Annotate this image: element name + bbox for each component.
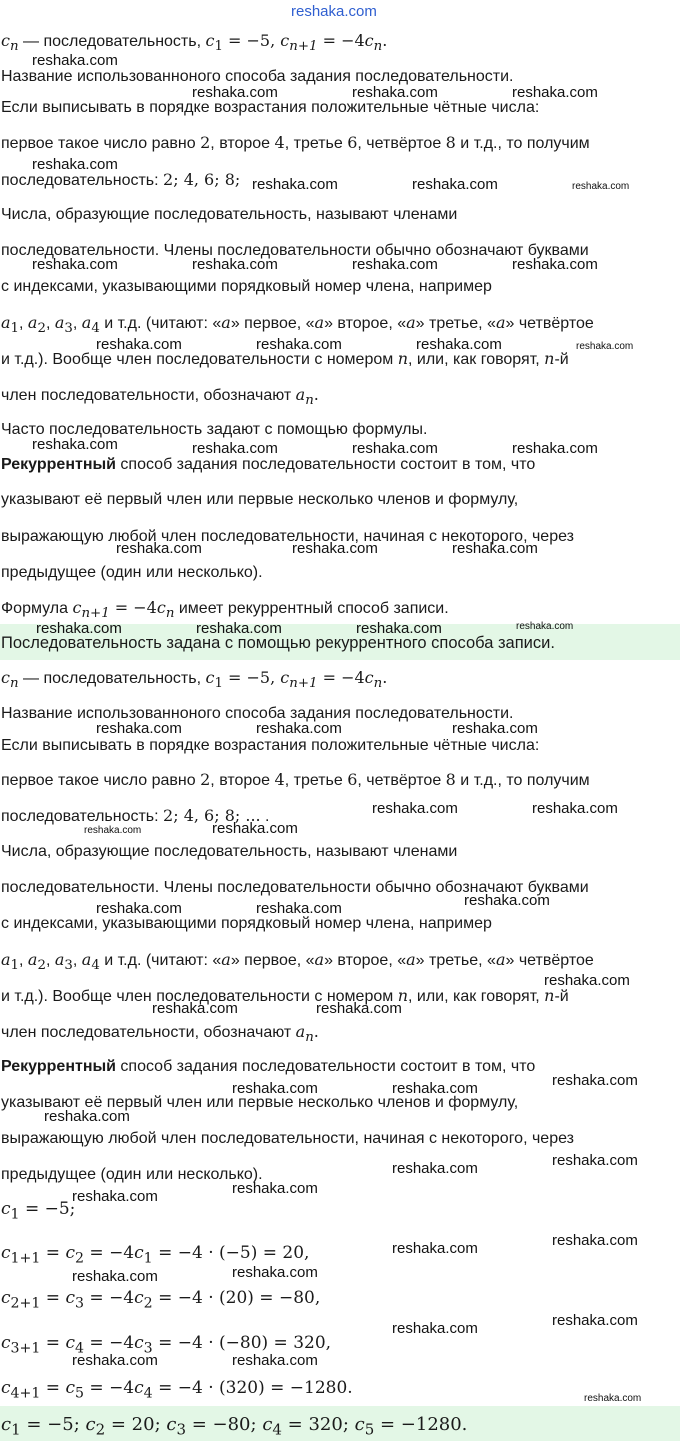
- watermark: reshaka.com: [412, 176, 498, 193]
- watermark: reshaka.com: [252, 176, 338, 193]
- watermark: reshaka.com: [352, 84, 438, 101]
- text-line: член последовательности, обозначают $a_n$.: [1, 385, 319, 409]
- text-line: предыдущее (один или несколько).: [1, 564, 263, 581]
- watermark: reshaka.com: [152, 1000, 238, 1017]
- text-line: Если выписывать в порядке возрастания положительные чётные числа:: [1, 99, 540, 116]
- text-line: указывают её первый член или первые несколько членов и формулу,: [1, 1094, 519, 1111]
- watermark: reshaka.com: [32, 52, 118, 69]
- text-line: последовательности. Члены последовательности обычно обозначают буквами: [1, 879, 589, 896]
- watermark: reshaka.com: [32, 256, 118, 273]
- watermark: reshaka.com: [196, 620, 282, 637]
- watermark: reshaka.com: [576, 341, 634, 352]
- watermark: reshaka.com: [256, 336, 342, 353]
- watermark: reshaka.com: [316, 1000, 402, 1017]
- watermark: reshaka.com: [464, 892, 550, 909]
- watermark: reshaka.com: [552, 1072, 638, 1089]
- watermark: reshaka.com: [96, 720, 182, 737]
- watermark: reshaka.com: [552, 1312, 638, 1329]
- watermark: reshaka.com: [532, 800, 618, 817]
- text-line: первое такое число равно 2, второе 4, третье 6, четвёртое 8 и т.д., то получим: [1, 133, 590, 152]
- watermark: reshaka.com: [512, 440, 598, 457]
- text-line: Часто последовательность задают с помощью формулы.: [1, 421, 428, 438]
- watermark: reshaka.com: [72, 1352, 158, 1369]
- watermark: reshaka.com: [584, 1393, 642, 1404]
- watermark: reshaka.com: [552, 1152, 638, 1169]
- text-line: выражающую любой член последовательности, начиная с некоторого, через: [1, 528, 574, 545]
- condition-line: $c_n$ — последовательность, $c_1 = -5$, $c_{n+1} = -4c_n$.: [1, 31, 388, 55]
- watermark: reshaka.com: [192, 440, 278, 457]
- answer-formula: $c_1 = -5$; $c_2 = 20$; $c_3 = -80$; $c_4 = 320$; $c_5 = -1280$.: [1, 1414, 468, 1439]
- calc-line: $c_1 = -5$;: [1, 1199, 76, 1223]
- watermark: reshaka.com: [32, 156, 118, 173]
- text-line: выражающую любой член последовательности, начиная с некоторого, через: [1, 1130, 574, 1147]
- watermark: reshaka.com: [72, 1268, 158, 1285]
- text-line: член последовательности, обозначают $a_n$.: [1, 1022, 319, 1046]
- text-line: последовательности. Члены последовательности обычно обозначают буквами: [1, 242, 589, 259]
- calc-line: $c_{3+1} = c_4 = -4c_3 = -4 \cdot (-80) = 320$,: [1, 1333, 332, 1357]
- watermark: reshaka.com: [291, 3, 377, 20]
- watermark: reshaka.com: [352, 256, 438, 273]
- text-line: последовательность: 2; 4, 6; 8; ... .: [1, 806, 270, 825]
- text-line: Рекуррентный способ задания последовательности состоит в том, что: [1, 456, 536, 473]
- text-line: $a_1$, $a_2$, $a_3$, $a_4$ и т.д. (читают: «a» первое, «a» второе, «a» третье, «a» четвёртое: [1, 313, 594, 337]
- watermark: reshaka.com: [192, 256, 278, 273]
- watermark: reshaka.com: [232, 1080, 318, 1097]
- text-line: и т.д.). Вообще член последовательности с номером n, или, как говорят, n-й: [1, 986, 569, 1005]
- text-line: Рекуррентный способ задания последовательности состоит в том, что: [1, 1058, 536, 1075]
- watermark: reshaka.com: [572, 181, 630, 192]
- text-line: предыдущее (один или несколько).: [1, 1166, 263, 1183]
- watermark: reshaka.com: [72, 1188, 158, 1205]
- watermark: reshaka.com: [44, 1108, 130, 1125]
- watermark: reshaka.com: [96, 336, 182, 353]
- text-line: Название использованноного способа задания последовательности.: [1, 68, 514, 85]
- watermark: reshaka.com: [512, 84, 598, 101]
- watermark: reshaka.com: [392, 1080, 478, 1097]
- watermark: reshaka.com: [192, 84, 278, 101]
- watermark: reshaka.com: [212, 820, 298, 837]
- watermark: reshaka.com: [256, 900, 342, 917]
- text-line: Числа, образующие последовательность, называют членами: [1, 206, 458, 223]
- watermark: reshaka.com: [232, 1352, 318, 1369]
- calc-line: $c_{1+1} = c_2 = -4c_1 = -4 \cdot (-5) = 20$,: [1, 1243, 310, 1267]
- watermark: reshaka.com: [96, 900, 182, 917]
- text-line: указывают её первый член или первые несколько членов и формулу,: [1, 491, 519, 508]
- text-line: $a_1$, $a_2$, $a_3$, $a_4$ и т.д. (читают: «a» первое, «a» второе, «a» третье, «a» четвёртое: [1, 950, 594, 974]
- formula-line: Формула $c_{n+1} = -4c_n$ имеет рекуррентный способ записи.: [1, 598, 449, 622]
- watermark: reshaka.com: [544, 972, 630, 989]
- watermark: reshaka.com: [392, 1160, 478, 1177]
- text-line: с индексами, указывающими порядковый номер члена, например: [1, 278, 492, 295]
- watermark: reshaka.com: [292, 540, 378, 557]
- watermark: reshaka.com: [116, 540, 202, 557]
- text-line: последовательность: 2; 4, 6; 8;: [1, 170, 241, 189]
- watermark: reshaka.com: [512, 256, 598, 273]
- condition-line: $c_n$ — последовательность, $c_1 = -5$, $c_{n+1} = -4c_n$.: [1, 668, 388, 692]
- answer-text: Последовательность задана с помощью рекуррентного способа записи.: [1, 634, 555, 652]
- watermark: reshaka.com: [552, 1232, 638, 1249]
- watermark: reshaka.com: [352, 440, 438, 457]
- calc-line: $c_{2+1} = c_3 = -4c_2 = -4 \cdot (20) = -80$,: [1, 1288, 321, 1312]
- text-line: Название использованноного способа задания последовательности.: [1, 705, 514, 722]
- watermark: reshaka.com: [32, 436, 118, 453]
- calc-line: $c_{4+1} = c_5 = -4c_4 = -4 \cdot (320) = -1280$.: [1, 1378, 353, 1402]
- watermark: reshaka.com: [392, 1240, 478, 1257]
- text-line: и т.д.). Вообще член последовательности с номером n, или, как говорят, n-й: [1, 349, 569, 368]
- watermark: reshaka.com: [452, 540, 538, 557]
- watermark: reshaka.com: [416, 336, 502, 353]
- watermark: reshaka.com: [84, 825, 142, 836]
- text-line: первое такое число равно 2, второе 4, третье 6, четвёртое 8 и т.д., то получим: [1, 770, 590, 789]
- text-line: Числа, образующие последовательность, называют членами: [1, 843, 458, 860]
- watermark: reshaka.com: [36, 620, 122, 637]
- watermark: reshaka.com: [452, 720, 538, 737]
- watermark: reshaka.com: [232, 1264, 318, 1281]
- text-line: с индексами, указывающими порядковый номер члена, например: [1, 915, 492, 932]
- watermark: reshaka.com: [516, 621, 574, 632]
- watermark: reshaka.com: [372, 800, 458, 817]
- watermark: reshaka.com: [356, 620, 442, 637]
- watermark: reshaka.com: [392, 1320, 478, 1337]
- watermark: reshaka.com: [232, 1180, 318, 1197]
- watermark: reshaka.com: [256, 720, 342, 737]
- text-line: Если выписывать в порядке возрастания положительные чётные числа:: [1, 737, 540, 754]
